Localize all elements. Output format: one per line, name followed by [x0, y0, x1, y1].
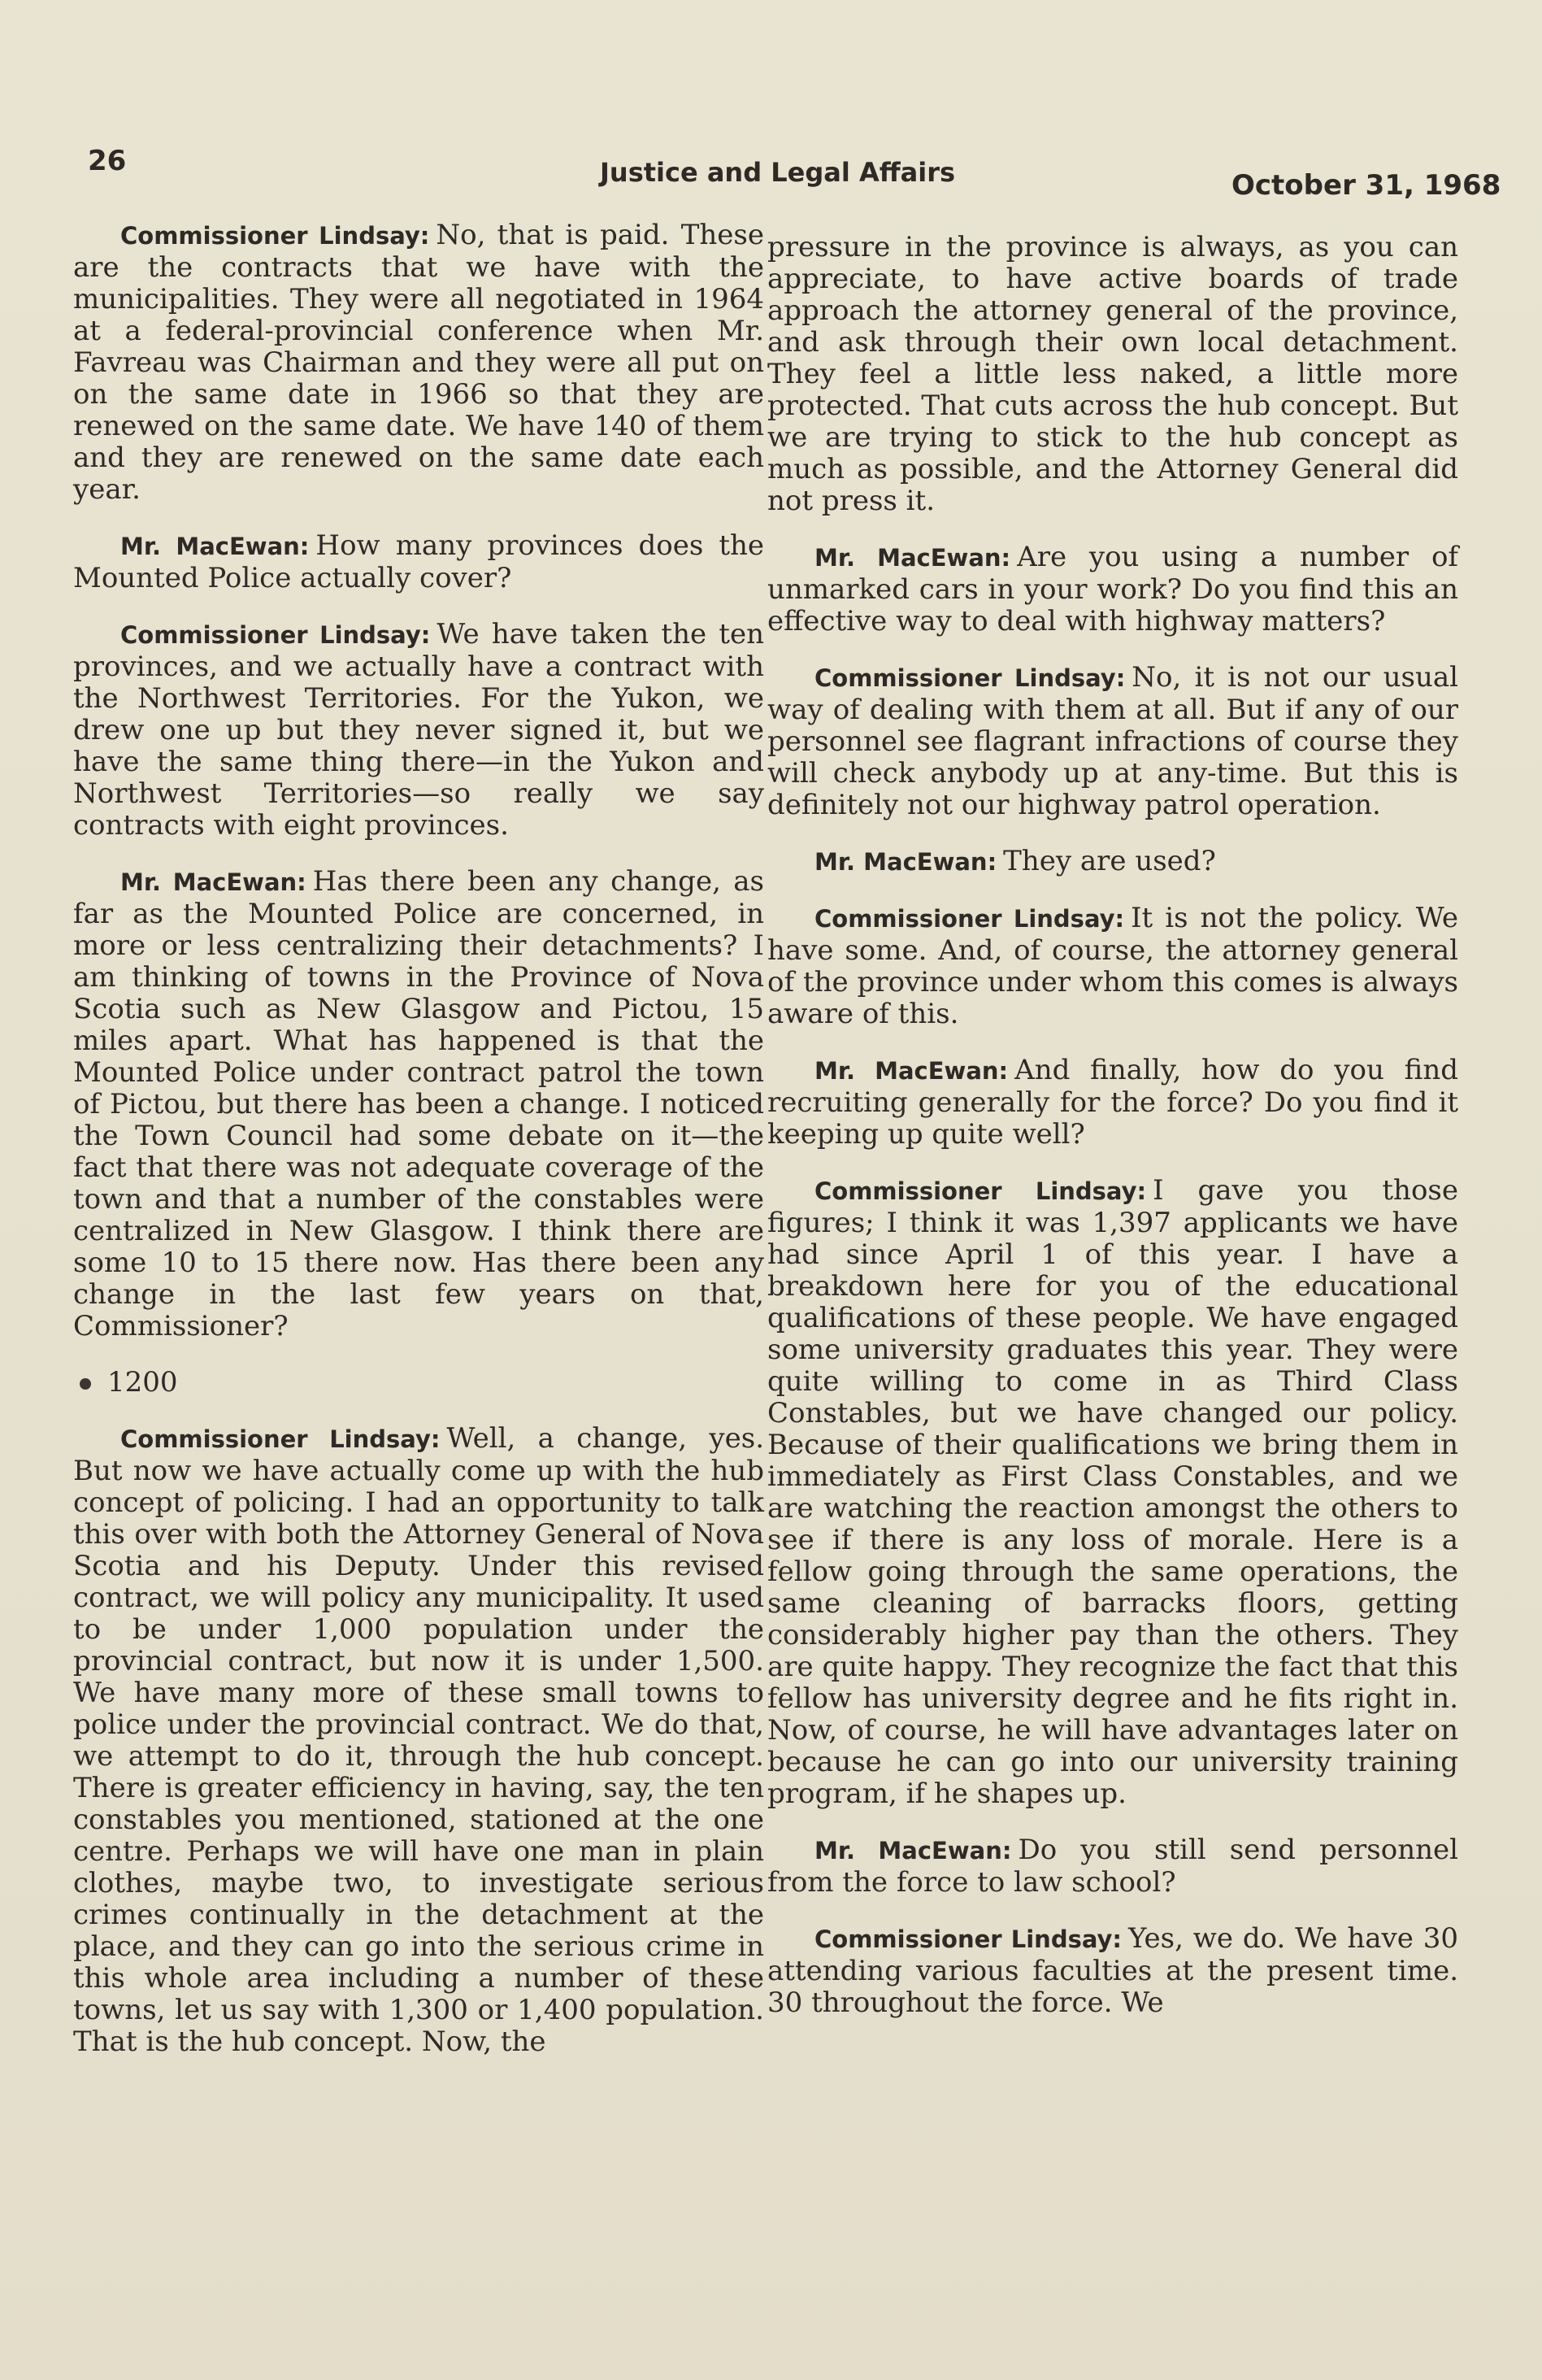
running-title: Justice and Legal Affairs: [600, 157, 956, 188]
paragraph-text: And finally, how do you find recruiting generally for the force? Do you find it keeping up quite well?: [767, 1054, 1459, 1151]
time-marker: [73, 1367, 764, 1399]
paragraph: [73, 530, 764, 594]
paragraph: [767, 903, 1458, 1030]
paragraph-text: They are used?: [1003, 845, 1216, 877]
bullet-icon: [80, 1378, 91, 1390]
paragraph: [73, 619, 764, 842]
speaker-name: Commissioner Lindsay:: [120, 1425, 441, 1453]
speaker-name: Commissioner Lindsay:: [814, 664, 1126, 692]
paragraph: [767, 1923, 1458, 2019]
paragraph-text: I gave you those figures; I think it was 1,397 applicants we have had since April 1 of this year. I have a breakdown here for you of the educational qualifications of these people. We have engaged some university graduates this year. They were quite willing to come in as Third Class Constables, but we have changed our policy. Because of their qualifications we bring them in immediately as First Class Constables, and we are watching the reaction amongst the others to see if there is any loss of morale. Here is a fellow going through the same operations, the same cleaning of barracks floors, getting considerably higher pay than the others. They are quite happy. They recognize the fact that this fellow has university degree and he fits right in. Now, of course, he will have advantages later on because he can go into our university training program, if he shapes up.: [767, 1174, 1458, 1810]
speaker-name: Mr. MacEwan:: [814, 848, 997, 876]
paragraph-text: Has there been any change, as far as the Mounted Police are concerned, in more or less centralizing their detachments? I am thinking of towns in the Province of Nova Scotia such as New Glasgow and Pictou, 15 miles apart. What has happened is that the Mounted Police under contract patrol the town of Pictou, but there has been a change. I noticed the Town Council had some debate on it—the fact that there was not adequate coverage of the town and that a number of the constables were centralized in New Glasgow. I think there are some 10 to 15 there now. Has there been any change in the last few years on that, Commissioner?: [73, 865, 764, 1342]
paragraph: [767, 232, 1458, 517]
speaker-name: Mr. MacEwan:: [814, 544, 1011, 572]
paragraph: [767, 1055, 1458, 1151]
right-column: [767, 232, 1458, 2043]
paragraph: [767, 1175, 1458, 1810]
paragraph: [73, 1423, 764, 2058]
paragraph-text: pressure in the province is always, as you can appreciate, to have active boards of trade approach the attorney general of the province, and ask through their own local detachment. They feel a little less naked, a little more protected. That cuts across the hub concept. But we are trying to stick to the hub concept as much as possible, and the Attorney General did not press it.: [767, 231, 1458, 517]
speaker-name: Mr. MacEwan:: [814, 1837, 1012, 1864]
paragraph: [73, 866, 764, 1342]
paragraph: [73, 220, 764, 506]
paragraph: [767, 542, 1458, 637]
speaker-name: Mr. MacEwan:: [120, 533, 310, 560]
speaker-name: Commissioner Lindsay:: [814, 905, 1125, 933]
speaker-name: Commissioner Lindsay:: [120, 222, 430, 250]
speaker-name: Mr. MacEwan:: [814, 1057, 1009, 1085]
paragraph-text: It is not the policy. We have some. And, of course, the attorney general of the province under whom this comes is always aware of this.: [767, 902, 1458, 1030]
speaker-name: Commissioner Lindsay:: [120, 621, 431, 649]
paragraph-text: No, that is paid. These are the contracts that we have with the municipalities. They were all negotiated in 1964 at a federal-provincial conference when Mr. Favreau was Chairman and they were all put on on the same date in 1966 so that they are renewed on the same date. We have 140 of them and they are renewed on the same date each year.: [73, 219, 764, 506]
paragraph-text: No, it is not our usual way of dealing with them at all. But if any of our personnel see flagrant infractions of course they will check anybody up at any-time. But this is definitely not our highway patrol operation.: [767, 661, 1458, 821]
left-column: [73, 220, 764, 2082]
paragraph-text: Do you still send personnel from the force to law school?: [767, 1834, 1458, 1899]
time-marker-text: 1200: [107, 1366, 178, 1399]
header-date: October 31, 1968: [1231, 169, 1501, 202]
paragraph: [767, 1834, 1458, 1899]
paragraph-text: Are you using a number of unmarked cars in your work? Do you find this an effective way to deal with highway matters?: [767, 541, 1458, 637]
page-header: [0, 0, 1542, 211]
speaker-name: Mr. MacEwan:: [120, 868, 306, 896]
paragraph-text: We have taken the ten provinces, and we actually have a contract with the Northwest Territories. For the Yukon, we drew one up but they never signed it, but we have the same thing there—in the Yukon and Northwest Territories—so really we say contracts with eight provinces.: [73, 618, 764, 842]
paragraph: [767, 662, 1458, 821]
speaker-name: Commissioner Lindsay:: [814, 1925, 1123, 1953]
speaker-name: Commissioner Lindsay:: [814, 1177, 1147, 1205]
paragraph-text: Yes, we do. We have 30 attending various faculties at the present time. 30 throughout the force. We: [767, 1922, 1458, 2019]
paragraph-text: How many provinces does the Mounted Police actually cover?: [73, 529, 765, 594]
paragraph-text: Well, a change, yes. But now we have actually come up with the hub concept of policing. I had an opportunity to talk this over with both the Attorney General of Nova Scotia and his Deputy. Under this revised contract, we will policy any municipality. It used to be under 1,000 population under the provincial contract, but now it is under 1,500. We have many more of these small towns to police under the provincial contract. We do that, we attempt to do it, through the hub concept. There is greater efficiency in having, say, the ten constables you mentioned, stationed at the one centre. Perhaps we will have one man in plain clothes, maybe two, to investigate serious crimes continually in the detachment at the place, and they can go into the serious crime in this whole area including a number of these towns, let us say with 1,300 or 1,400 population. That is the hub concept. Now, the: [73, 1422, 764, 2058]
page-number: 26: [88, 145, 127, 177]
paragraph: [767, 846, 1458, 878]
